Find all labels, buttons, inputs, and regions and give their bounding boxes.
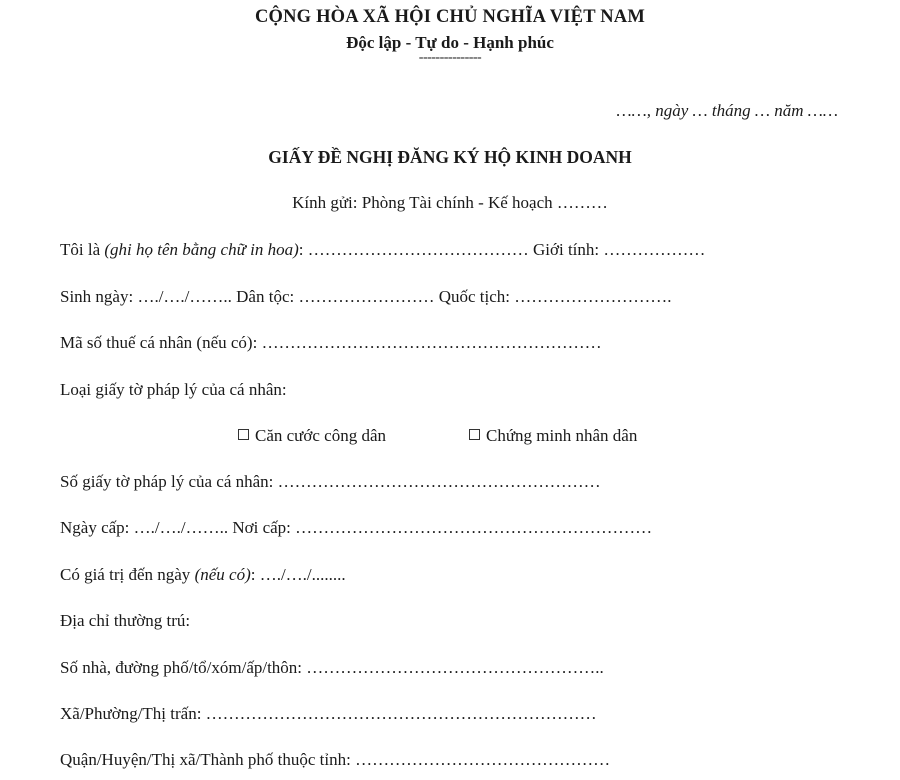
- national-motto: Độc lập - Tự do - Hạnh phúc: [346, 33, 554, 52]
- dob-field[interactable]: Sinh ngày: …./…./……..: [60, 287, 237, 306]
- checkbox-icon[interactable]: [469, 429, 480, 440]
- birth-row: [60, 286, 672, 308]
- street-field[interactable]: Số nhà, đường phố/tổ/xóm/ấp/thôn: ……………………………………………..: [60, 658, 604, 677]
- tax-code-field[interactable]: Mã số thuế cá nhân (nếu có): ……………………………………………………: [60, 333, 602, 352]
- valid-until-row: [60, 564, 346, 586]
- issue-place-field[interactable]: Nơi cấp: ………………………………………………………: [232, 518, 653, 537]
- recipient-line: Kính gửi: Phòng Tài chính - Kế hoạch ………: [292, 193, 608, 212]
- header-separator: ---------------: [418, 50, 482, 65]
- address-label: Địa chỉ thường trú:: [60, 611, 191, 630]
- date-line: ……, ngày … tháng … năm ……: [616, 101, 838, 120]
- checkbox-icon[interactable]: [238, 429, 249, 440]
- ethnicity-field[interactable]: Dân tộc: ……………………: [236, 287, 439, 306]
- issue-row: [60, 517, 652, 539]
- national-title: CỘNG HÒA XÃ HỘI CHỦ NGHĨA VIỆT NAM: [254, 7, 646, 27]
- gender-field[interactable]: Giới tính: ………………: [532, 240, 706, 259]
- id-type-label: Loại giấy tờ pháp lý của cá nhân:: [60, 380, 287, 399]
- name-hint: (ghi họ tên bằng chữ in hoa): [104, 240, 299, 259]
- id-option-citizen-card[interactable]: [238, 425, 386, 447]
- nationality-field[interactable]: Quốc tịch: ……………………….: [438, 287, 672, 306]
- ward-field[interactable]: Xã/Phường/Thị trấn: ……………………………………………………………: [60, 704, 597, 723]
- valid-until-label: Có giá trị đến ngày: [60, 565, 195, 584]
- issue-date-field[interactable]: Ngày cấp: …./…./……..: [60, 518, 233, 537]
- valid-until-hint: (nếu có): [194, 565, 251, 584]
- valid-until-field[interactable]: : …./…./........: [250, 565, 346, 584]
- name-field[interactable]: : …………………………………: [298, 240, 533, 259]
- district-field[interactable]: Quận/Huyện/Thị xã/Thành phố thuộc tỉnh: ………………………………………: [60, 750, 611, 769]
- name-label: Tôi là: [60, 240, 105, 259]
- form-title: GIẤY ĐỀ NGHỊ ĐĂNG KÝ HỘ KINH DOANH: [268, 147, 632, 167]
- id-number-field[interactable]: Số giấy tờ pháp lý của cá nhân: …………………………………………………: [60, 472, 601, 491]
- name-row: [60, 239, 705, 261]
- id-option-identity-card[interactable]: [469, 425, 637, 447]
- id-option-identity-card-label: Chứng minh nhân dân: [486, 426, 638, 445]
- id-option-citizen-card-label: Căn cước công dân: [255, 426, 387, 445]
